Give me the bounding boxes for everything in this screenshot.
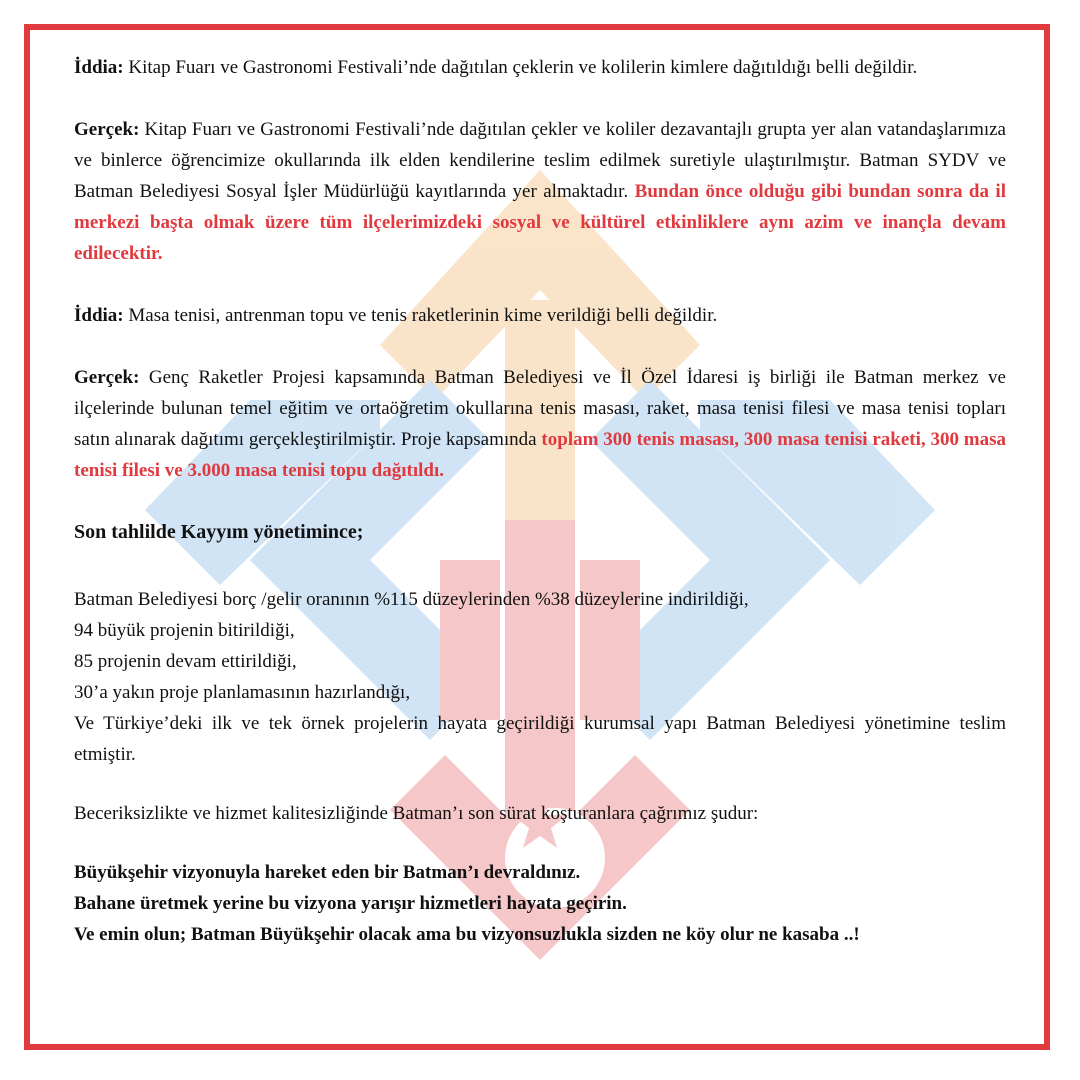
claim-text: Kitap Fuarı ve Gastronomi Festivali’nde dağıtılan çeklerin ve kolilerin kimlere dağıtıldığı belli değildir. bbox=[123, 57, 918, 78]
claim-label: İddia: bbox=[74, 305, 124, 326]
summary-item: 30’a yakın proje planlamasının hazırlandığı, bbox=[74, 682, 411, 703]
fact-text: Genç Raketler Projesi kapsamında Batman Belediyesi ve İl Özel İdaresi iş birliği ile Batman merkez ve ilçelerinde bulunan temel eğitim ve ortaöğretim okullarına tenis masası, raket, masa tenisi filesi ve masa tenisi topları satın alınarak dağıtımı gerçekleştirilmiştir. Proje kapsamında bbox=[74, 367, 1006, 450]
fact-highlight: toplam 300 tenis masası, 300 masa tenisi raketi, 300 masa tenisi filesi ve 3.000 masa tenisi topu dağıtıldı. bbox=[74, 429, 1007, 481]
fact-paragraph-2 bbox=[74, 362, 1006, 486]
fact-paragraph-1 bbox=[74, 114, 1006, 269]
call-intro: Beceriksizlikte ve hizmet kalitesizliğinde Batman’ı son sürat koşturanlara çağrımız şudur: bbox=[74, 803, 759, 824]
summary-item: 85 projenin devam ettirildiği, bbox=[74, 651, 297, 672]
claim-text: Masa tenisi, antrenman topu ve tenis raketlerinin kime verildiği belli değildir. bbox=[123, 305, 718, 326]
fact-label: Gerçek: bbox=[74, 119, 140, 140]
fact-highlight: Bundan önce olduğu gibi bundan sonra da il merkezi başta olmak üzere tüm ilçelerimizdeki sosyal ve kültürel etkinliklere aynı azim ve inançla devam edilecektir. bbox=[74, 181, 1006, 264]
call-line: Bahane üretmek yerine bu vizyona yarışır hizmetleri hayata geçirin. bbox=[74, 893, 627, 914]
summary-item: Batman Belediyesi borç /gelir oranının %115 düzeylerinden %38 düzeylerine indirildiği, bbox=[74, 589, 749, 610]
claim-paragraph-1 bbox=[74, 52, 1006, 83]
fact-text: Kitap Fuarı ve Gastronomi Festivali’nde dağıtılan çekler ve koliler dezavantajlı grupta yer alan vatandaşlarımıza ve binlerce öğrencimize okullarında ilk elden kendilerine teslim edilmek suretiyle ulaştırılmıştır. Batman SYDV ve Batman Belediyesi Sosyal İşler Müdürlüğü kayıtlarında yer almaktadır. bbox=[74, 119, 1006, 202]
summary-list bbox=[74, 584, 1006, 770]
claim-label: İddia: bbox=[74, 57, 124, 78]
call-lines bbox=[74, 857, 1006, 950]
fact-label: Gerçek: bbox=[74, 367, 140, 388]
summary-heading: Son tahlilde Kayyım yönetimince; bbox=[74, 521, 364, 543]
call-line: Ve emin olun; Batman Büyükşehir olacak ama bu vizyonsuzlukla sizden ne köy olur ne kasaba ..! bbox=[74, 924, 860, 945]
call-line: Büyükşehir vizyonuyla hareket eden bir Batman’ı devraldınız. bbox=[74, 862, 581, 883]
summary-item: Ve Türkiye’deki ilk ve tek örnek projelerin hayata geçirildiği kurumsal yapı Batman Belediyesi yönetimine teslim etmiştir. bbox=[74, 713, 1006, 765]
summary-item: 94 büyük projenin bitirildiği, bbox=[74, 620, 295, 641]
claim-paragraph-2 bbox=[74, 300, 1006, 331]
document-body bbox=[74, 52, 1006, 950]
